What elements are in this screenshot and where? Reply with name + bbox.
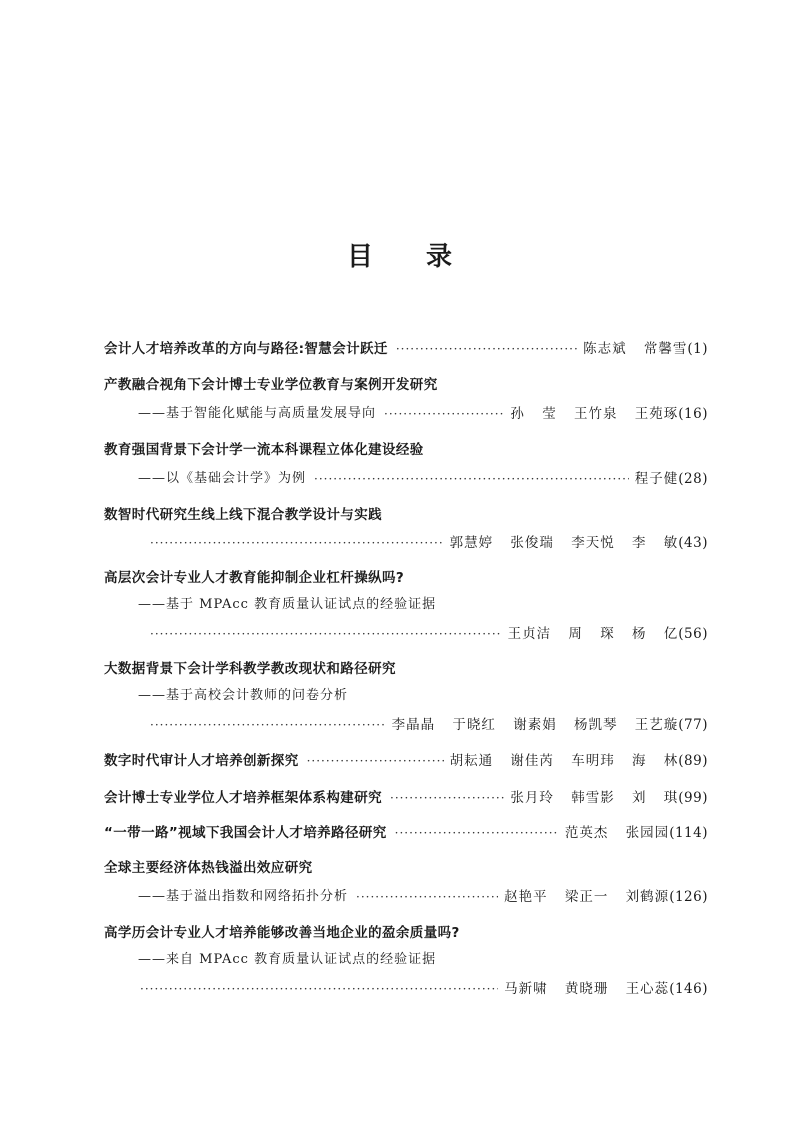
entry-title: 高层次会计专业人才教育能抑制企业杠杆操纵吗? (104, 570, 405, 586)
toc-entry[interactable] (104, 787, 708, 809)
toc-entry-subline (138, 886, 708, 908)
toc-entry[interactable] (104, 658, 708, 680)
entry-authors: 孙 莹 王竹泉 王苑琢 (510, 406, 679, 422)
entry-page: (43) (678, 535, 708, 551)
entry-title: 数字时代审计人才培养创新探究 (104, 753, 299, 769)
toc-entry[interactable] (104, 750, 708, 772)
entry-page: (146) (669, 981, 708, 997)
entry-authors: 张月玲 韩雪影 刘 琪 (510, 790, 679, 806)
entry-title: 数智时代研究生线上线下混合教学设计与实践 (104, 507, 382, 523)
entry-authors: 胡耘通 谢佳芮 车明玮 海 林 (449, 753, 679, 769)
toc-entry-subline (150, 714, 708, 736)
entry-page: (16) (678, 406, 708, 422)
dot-leader (396, 338, 577, 360)
entry-authors: 马新啸 黄晓珊 王心蕊 (504, 981, 670, 997)
toc-entry[interactable] (104, 374, 708, 396)
entry-page: (126) (669, 889, 708, 905)
toc-entry-subline (138, 403, 708, 425)
entry-page: (89) (678, 753, 708, 769)
entry-page: (99) (678, 790, 708, 806)
toc-entry-subline (138, 468, 708, 490)
toc-entry-subline (150, 623, 708, 645)
toc-entry-subline (138, 949, 708, 971)
entry-authors: 范英杰 张园园 (564, 825, 670, 841)
entry-subtitle: ——基于智能化赋能与高质量发展导向 (138, 406, 377, 421)
entry-subtitle: ——基于高校会计教师的问卷分析 (138, 688, 349, 703)
toc-entry[interactable] (104, 922, 708, 944)
entry-authors: 王贞洁 周 琛 杨 亿 (507, 626, 679, 642)
toc-entry[interactable] (104, 567, 708, 589)
dot-leader (150, 623, 502, 645)
entry-title: “一带一路”视域下我国会计人才培养路径研究 (104, 825, 387, 841)
toc-entry-subline (138, 685, 708, 707)
toc-entry[interactable] (104, 504, 708, 526)
entry-page: (28) (678, 471, 708, 487)
dot-leader (356, 886, 498, 908)
entry-page: (56) (678, 626, 708, 642)
toc-entry[interactable] (104, 857, 708, 879)
entry-title: 教育强国背景下会计学一流本科课程立体化建设经验 (104, 442, 424, 458)
toc-entry-subline (150, 532, 708, 554)
dot-leader (384, 403, 504, 425)
entry-subtitle: ——基于 MPAcc 教育质量认证试点的经验证据 (138, 597, 437, 612)
entry-authors: 陈志斌 常馨雪 (583, 341, 688, 357)
toc-entry[interactable] (104, 439, 708, 461)
entry-subtitle: ——来自 MPAcc 教育质量认证试点的经验证据 (138, 952, 437, 967)
entry-subtitle: ——基于溢出指数和网络拓扑分析 (138, 889, 349, 904)
toc-entry-subline (138, 594, 708, 616)
entry-authors: 郭慧婷 张俊瑞 李天悦 李 敏 (449, 535, 679, 551)
dot-leader (314, 468, 629, 490)
entry-title: 会计人才培养改革的方向与路径:智慧会计跃迁 (104, 341, 388, 357)
entry-page: (1) (687, 341, 708, 357)
dot-leader (390, 787, 504, 809)
entry-title: 会计博士专业学位人才培养框架体系构建研究 (104, 790, 382, 806)
dot-leader (395, 822, 559, 844)
page-title: 目 录 (346, 242, 475, 272)
toc-entry[interactable] (104, 822, 708, 844)
dot-leader (150, 532, 444, 554)
dot-leader (140, 978, 498, 1000)
dot-leader (150, 714, 386, 736)
toc-entry[interactable] (104, 338, 708, 360)
entry-subtitle: ——以《基础会计学》为例 (138, 471, 307, 486)
entry-page: (114) (669, 825, 708, 841)
entry-title: 高学历会计专业人才培养能够改善当地企业的盈余质量吗? (104, 925, 460, 941)
toc-entry-subline (140, 978, 708, 1000)
entry-authors: 李晶晶 于晓红 谢素娟 杨凯琴 王艺璇 (391, 717, 679, 733)
entry-authors: 赵艳平 梁正一 刘鹤源 (504, 889, 670, 905)
dot-leader (307, 750, 444, 772)
entry-title: 大数据背景下会计学科教学教改现状和路径研究 (104, 661, 396, 677)
entry-authors: 程子健 (634, 471, 679, 487)
entry-title: 产教融合视角下会计博士专业学位教育与案例开发研究 (104, 377, 438, 393)
entry-title: 全球主要经济体热钱溢出效应研究 (104, 860, 313, 876)
entry-page: (77) (678, 717, 708, 733)
